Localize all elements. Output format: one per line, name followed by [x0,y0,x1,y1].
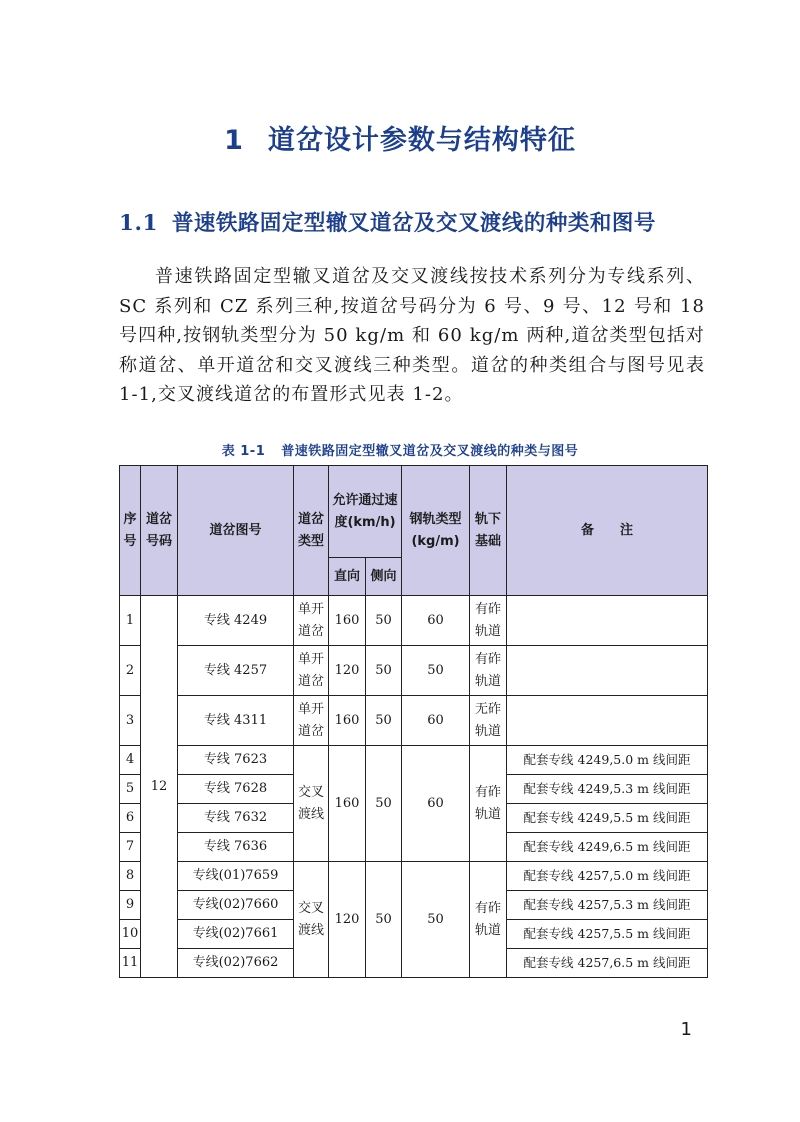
header-speed: 允许通过速度(km/h) [329,466,402,558]
cell-type: 单开道岔 [294,596,329,646]
cell-seq: 3 [120,696,141,746]
cell-remarks: 配套专线 4257,5.3 m 线间距 [507,891,708,920]
cell-remarks: 配套专线 4257,5.0 m 线间距 [507,862,708,891]
cell-drawing: 专线(01)7659 [178,862,294,891]
cell-seq: 9 [120,891,141,920]
cell-diverging-group-a: 50 [366,746,402,862]
table-caption [0,440,800,459]
cell-straight: 120 [329,646,366,696]
section-title-text: 普速铁路固定型辙叉道岔及交叉渡线的种类和图号 [171,211,656,236]
body-paragraph: 普速铁路固定型辙叉道岔及交叉渡线按技术系列分为专线系列、SC 系列和 CZ 系列三种,按道岔号码分为 6 号、9 号、12 号和 18 号四种,按钢轨类型分为 50 kg/m 和 60 kg/m 两种,道岔类型包括对称道岔、单开道岔和交叉渡线三种类型。道岔的种类组合与图号见表 1-1,交叉渡线道岔的布置形式见表 1-2。 [119,266,705,405]
cell-seq: 8 [120,862,141,891]
cell-foundation: 有砟轨道 [470,596,507,646]
chapter-number: 1 [224,125,244,156]
cell-seq: 4 [120,746,141,775]
cell-seq: 2 [120,646,141,696]
cell-straight-group-a: 160 [329,746,366,862]
cell-remarks [507,646,708,696]
cell-remarks [507,696,708,746]
cell-foundation: 无砟轨道 [470,696,507,746]
cell-foundation-group-a: 有砟轨道 [470,746,507,862]
cell-drawing: 专线 7628 [178,775,294,804]
cell-remarks: 配套专线 4249,5.3 m 线间距 [507,775,708,804]
header-foundation: 轨下基础 [470,466,507,596]
cell-diverging: 50 [366,596,402,646]
cell-drawing: 专线 7632 [178,804,294,833]
table-caption-number: 表 1-1 [221,444,266,459]
cell-diverging: 50 [366,696,402,746]
cell-rail: 60 [402,596,470,646]
section-title [119,206,656,237]
cell-seq: 11 [120,949,141,978]
table-row [120,646,708,696]
cell-drawing: 专线(02)7662 [178,949,294,978]
cell-straight-group-b: 120 [329,862,366,978]
section-number: 1.1 [119,211,158,236]
cell-seq: 1 [120,596,141,646]
cell-diverging: 50 [366,646,402,696]
cell-drawing: 专线 4249 [178,596,294,646]
page-number: 1 [680,1019,692,1040]
cell-remarks: 配套专线 4249,5.5 m 线间距 [507,804,708,833]
table-row [120,862,708,891]
header-straight: 直向 [329,558,366,596]
header-turnout-number: 道岔号码 [141,466,178,596]
cell-drawing: 专线 7636 [178,833,294,862]
cell-remarks: 配套专线 4257,5.5 m 线间距 [507,920,708,949]
cell-drawing: 专线 4311 [178,696,294,746]
chapter-title-text: 道岔设计参数与结构特征 [267,125,576,156]
cell-seq: 10 [120,920,141,949]
cell-foundation-group-b: 有砟轨道 [470,862,507,978]
cell-type: 单开道岔 [294,696,329,746]
cell-rail-group-a: 60 [402,746,470,862]
cell-straight: 160 [329,696,366,746]
cell-drawing: 专线 4257 [178,646,294,696]
cell-rail-group-b: 50 [402,862,470,978]
body-text [119,262,705,410]
cell-foundation: 有砟轨道 [470,646,507,696]
cell-turnout-number: 12 [141,596,178,978]
cell-straight: 160 [329,596,366,646]
cell-drawing: 专线 7623 [178,746,294,775]
table-row [120,746,708,775]
cell-rail: 50 [402,646,470,696]
cell-seq: 6 [120,804,141,833]
cell-remarks: 配套专线 4249,5.0 m 线间距 [507,746,708,775]
cell-drawing: 专线(02)7661 [178,920,294,949]
turnout-table [119,465,708,978]
cell-type-group-a: 交叉渡线 [294,746,329,862]
cell-remarks: 配套专线 4257,6.5 m 线间距 [507,949,708,978]
cell-remarks: 配套专线 4249,6.5 m 线间距 [507,833,708,862]
cell-rail: 60 [402,696,470,746]
cell-seq: 5 [120,775,141,804]
header-rail-type: 钢轨类型(kg/m) [402,466,470,596]
header-turnout-type: 道岔类型 [294,466,329,596]
table-row [120,596,708,646]
table-row [120,696,708,746]
cell-type: 单开道岔 [294,646,329,696]
header-remarks: 备 注 [507,466,708,596]
cell-drawing: 专线(02)7660 [178,891,294,920]
header-drawing-number: 道岔图号 [178,466,294,596]
header-diverging: 侧向 [366,558,402,596]
cell-diverging-group-b: 50 [366,862,402,978]
cell-seq: 7 [120,833,141,862]
cell-type-group-b: 交叉渡线 [294,862,329,978]
cell-remarks [507,596,708,646]
table-caption-title: 普速铁路固定型辙叉道岔及交叉渡线的种类与图号 [281,444,579,459]
header-seq: 序号 [120,466,141,596]
chapter-title [0,118,800,157]
